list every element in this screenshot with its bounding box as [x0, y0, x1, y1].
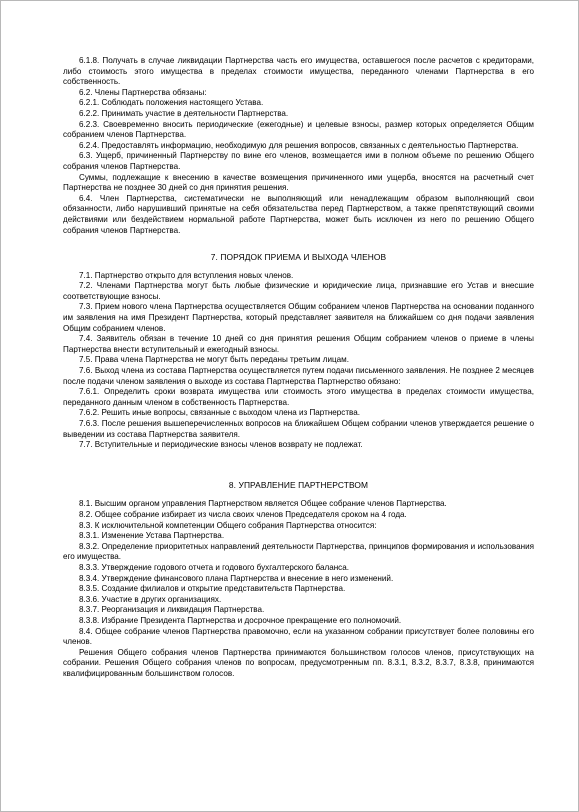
- clause-7-5: 7.5. Права члена Партнерства не могут быть переданы третьим лицам.: [79, 355, 349, 365]
- clause-8-3-8: 8.3.8. Избрание Президента Партнерства и досрочное прекращение его полномочий.: [79, 615, 402, 625]
- clause-6-1-8: 6.1.8. Получать в случае ликвидации Партнерства часть его имущества, оставшегося после расчетов с кредиторами, либо стоимость этого имущества в пределах стоимости имущества, переданного членами Партнерства в его собственность.: [63, 56, 534, 87]
- clause-7-6-2: 7.6.2. Решить иные вопросы, связанные с выходом члена из Партнерства.: [79, 408, 361, 418]
- clause-8-1: 8.1. Высшим органом управления Партнерством является Общее собрание членов Партнерства.: [79, 499, 447, 509]
- clause-7-6-1: 7.6.1. Определить сроки возврата имущества или стоимость этого имущества в пределах стоимости имущества, переданного данным членом в собственность Партнерства.: [63, 387, 534, 407]
- clause-7-4: 7.4. Заявитель обязан в течение 10 дней со дня принятия решения Общим собранием членов о приеме в члены Партнерства внести вступительный и ежегодный взносы.: [63, 334, 534, 354]
- clause-6-2-1: 6.2.1. Соблюдать положения настоящего Устава.: [79, 98, 264, 108]
- clause-8-3-3: 8.3.3. Утверждение годового отчета и годового бухгалтерского баланса.: [79, 562, 349, 572]
- clause-7-7: 7.7. Вступительные и периодические взносы членов возврату не подлежат.: [79, 440, 363, 450]
- clause-7-6: 7.6. Выход члена из состава Партнерства осуществляется путем подачи письменного заявления. Не позднее 2 месяцев после подачи членом заявления о выходе из состава Партнерства Партнерство обязано:: [63, 366, 534, 386]
- clause-6-2-3: 6.2.3. Своевременно вносить периодические (ежегодные) и целевые взносы, размер которых определяется Общим собранием членов Партнерства.: [63, 119, 534, 140]
- clause-8-4-decisions: Решения Общего собрания членов Партнерства принимаются большинством голосов членов, присутствующих на собрании. Решения Общего собрания членов по вопросам, предусмотренным пп. 8.3.1, 8.3.2, 8.3.7, 8.3.8, принимаются квалифицированным большинством голосов.: [63, 647, 534, 678]
- clause-6-4: 6.4. Член Партнерства, систематически не выполняющий или ненадлежащим образом выполняющий свои обязанности, либо нарушивший принятые на себя обязательства перед Партнерством, а также препятствующий своими действиями или бездействием нормальной работе Партнерства, может быть исключен из него по решению Общего собрания членов Партнерства.: [63, 193, 534, 235]
- clause-6-2-2: 6.2.2. Принимать участие в деятельности Партнерства.: [79, 108, 289, 118]
- clause-8-4: 8.4. Общее собрание членов Партнерства правомочно, если на указанном собрании присутствует более половины его членов.: [63, 626, 534, 647]
- clause-7-6-3: 7.6.3. После решения вышеперечисленных вопросов на ближайшем Общем собрании членов утверждается решение о выведении из состава Партнерства заявителя.: [63, 419, 534, 439]
- clause-6-3-note: Суммы, подлежащие к внесению в качестве возмещения причиненного ими ущерба, вносятся на расчетный счет Партнерства не позднее 30 дней со дня принятия решения.: [63, 172, 534, 193]
- clause-8-3-2: 8.3.2. Определение приоритетных направлений деятельности Партнерства, принципов формирования и использования его имущества.: [63, 541, 534, 562]
- clause-8-3: 8.3. К исключительной компетенции Общего собрания Партнерства относится:: [79, 520, 377, 530]
- clause-7-2: 7.2. Членами Партнерства могут быть любые физические и юридические лица, признавшие его Устав и внесшие соответствующие взносы.: [63, 281, 534, 301]
- clause-7-3: 7.3. Прием нового члена Партнерства осуществляется Общим собранием членов Партнерства на основании поданного им заявления на имя Президент Партнерства, который представляет заявителя на ближайшем со дня подачи заявления Общим собранием членов.: [63, 302, 534, 333]
- clause-8-3-4: 8.3.4. Утверждение финансового плана Партнерства и внесение в него изменений.: [79, 573, 394, 583]
- clause-6-2: 6.2. Члены Партнерства обязаны:: [79, 87, 207, 97]
- section-8-heading: 8. УПРАВЛЕНИЕ ПАРТНЕРСТВОМ: [228, 479, 369, 490]
- clause-7-1: 7.1. Партнерство открыто для вступления новых членов.: [79, 270, 294, 280]
- clause-8-3-6: 8.3.6. Участие в других организациях.: [79, 594, 222, 604]
- clause-8-3-7: 8.3.7. Реорганизация и ликвидация Партнерства.: [79, 605, 265, 615]
- clause-8-3-1: 8.3.1. Изменение Устава Партнерства.: [79, 531, 225, 541]
- clause-8-2: 8.2. Общее собрание избирает из числа своих членов Председателя сроком на 4 года.: [79, 509, 407, 519]
- clause-6-3: 6.3. Ущерб, причиненный Партнерству по вине его членов, возмещается ими в полном объеме по решению Общего собрания членов Партнерства.: [63, 151, 534, 171]
- document-body: [63, 56, 534, 679]
- clause-6-2-4: 6.2.4. Предоставлять информацию, необходимую для решения вопросов, связанных с деятельностью Партнерства.: [79, 140, 519, 150]
- section-7-heading: 7. ПОРЯДОК ПРИЕМА И ВЫХОДА ЧЛЕНОВ: [210, 252, 387, 263]
- clause-8-3-5: 8.3.5. Создание филиалов и открытие представительств Партнерства.: [79, 584, 346, 594]
